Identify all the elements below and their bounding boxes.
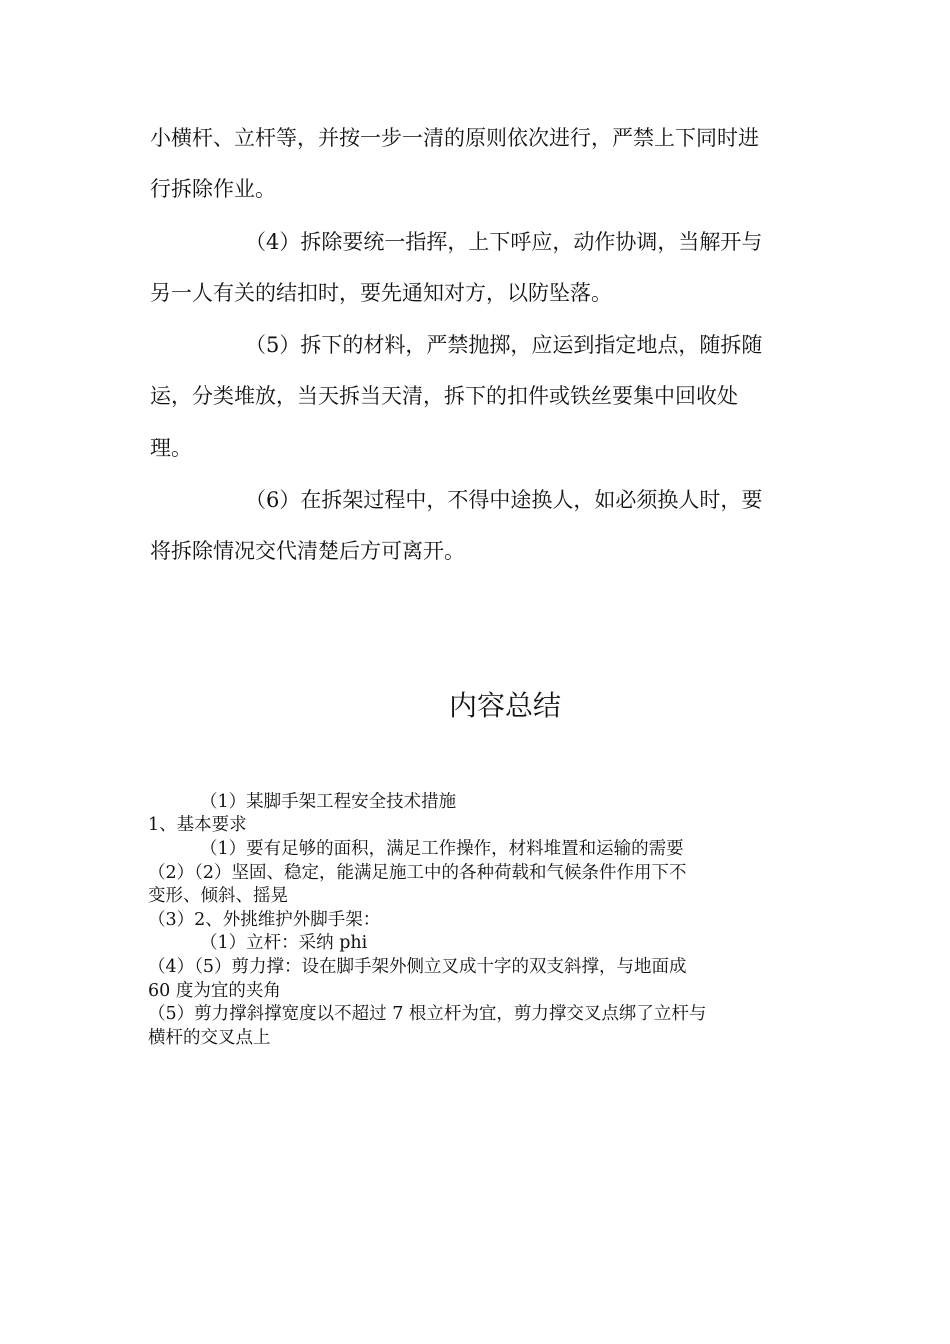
body-paragraph-line: 另一人有关的结扣时，要先通知对方，以防坠落。 <box>150 281 612 305</box>
summary-line: （3）2、外挑维护外脚手架： <box>148 910 381 930</box>
summary-line: （5）剪力撑斜撑宽度以不超过 7 根立杆为宜，剪力撑交叉点绑了立杆与 <box>148 1004 707 1024</box>
body-paragraph-line: 将拆除情况交代清楚后方可离开。 <box>150 539 465 563</box>
summary-line: （1）立杆：采纳 phi <box>200 933 368 953</box>
body-paragraph-line: （5）拆下的材料，严禁抛掷，应运到指定地点，随拆随 <box>245 333 763 357</box>
body-paragraph-line: 理。 <box>150 436 192 460</box>
summary-line: 变形、倾斜、摇晃 <box>148 886 288 906</box>
body-paragraph-line: （6）在拆架过程中，不得中途换人，如必须换人时，要 <box>245 488 763 512</box>
body-paragraph-line: 小横杆、立杆等，并按一步一清的原则依次进行，严禁上下同时进 <box>150 126 759 150</box>
summary-line: （4）（5）剪力撑：设在脚手架外侧立叉成十字的双支斜撑，与地面成 <box>148 957 687 977</box>
summary-line: 横杆的交叉点上 <box>148 1028 271 1048</box>
summary-line: （1）要有足够的面积，满足工作操作，材料堆置和运输的需要 <box>200 839 684 859</box>
summary-line: （1）某脚手架工程安全技术措施 <box>200 792 457 812</box>
body-paragraph-line: （4）拆除要统一指挥，上下呼应，动作协调，当解开与 <box>245 230 763 254</box>
summary-line: 1、基本要求 <box>148 815 247 835</box>
summary-line: 60 度为宜的夹角 <box>148 981 281 1001</box>
body-paragraph-line: 运，分类堆放，当天拆当天清，拆下的扣件或铁丝要集中回收处 <box>150 384 738 408</box>
summary-title: 内容总结 <box>448 689 561 722</box>
summary-line: （2）（2）坚固、稳定，能满足施工中的各种荷载和气候条件作用下不 <box>148 863 687 883</box>
body-paragraph-line: 行拆除作业。 <box>150 177 276 201</box>
